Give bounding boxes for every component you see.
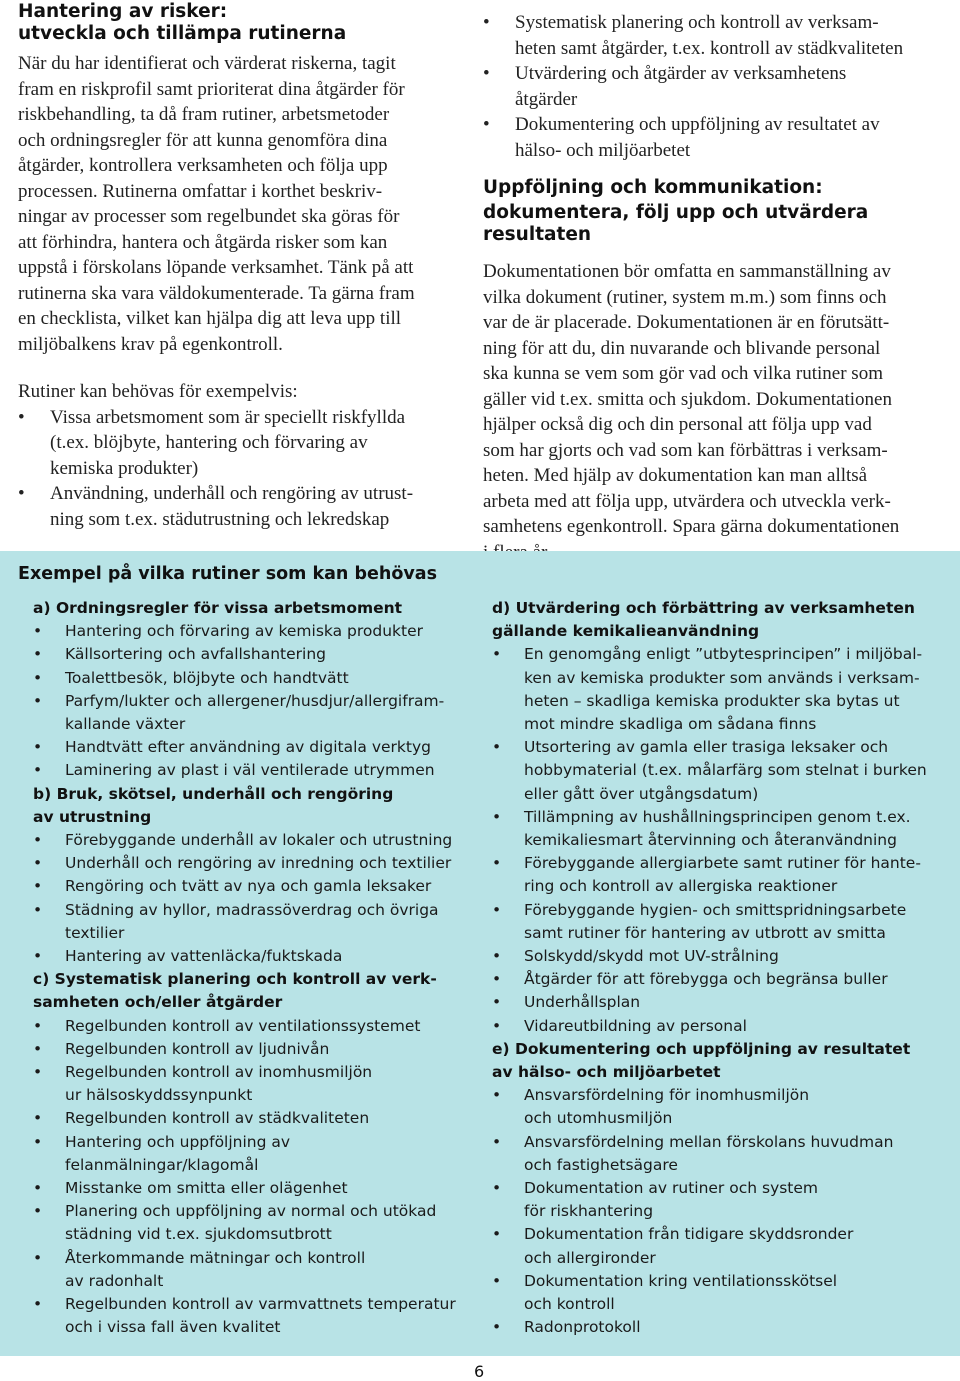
item-line: Toalettbesök, blöjbyte och handtvätt	[65, 668, 349, 687]
list-item	[33, 1107, 463, 1130]
section-heading-follow-up	[483, 177, 945, 246]
list-item	[33, 1131, 463, 1177]
list-item	[492, 1316, 942, 1339]
item-line: heten – skadliga kemiska produkter ska bytas ut	[524, 691, 900, 710]
text-line: gäller vid t.ex. smitta och sjukdom. Dokumentationen	[483, 388, 892, 410]
bullet-icon: •	[492, 854, 502, 873]
bullet-icon: •	[33, 691, 43, 710]
heading-line: gällande kemikalieanvändning	[492, 622, 760, 641]
bullet-icon: •	[33, 1063, 43, 1082]
box-title: Exempel på vilka rutiner som kan behövas	[18, 564, 437, 584]
box-section-heading	[33, 968, 463, 1014]
text-line: miljöbalkens krav på egenkontroll.	[18, 333, 283, 355]
item-line: Förebyggande hygien- och smittspridningsarbete	[524, 900, 907, 919]
item-line: Tillämpning av hushållningsprincipen genom t.ex.	[524, 807, 911, 826]
list-item	[492, 968, 942, 991]
text-line: fram en riskprofil samt prioriterat dina åtgärder för	[18, 78, 405, 100]
list-item	[492, 852, 942, 898]
heading-line: c) Systematisk planering och kontroll av verk-	[33, 970, 437, 989]
bullet-icon: •	[33, 1179, 43, 1198]
list-item	[492, 736, 942, 806]
text-line: rutinerna ska vara väldokumenterade. Ta gärna fram	[18, 282, 415, 304]
item-line: Ansvarsfördelning för inomhusmiljön	[524, 1086, 810, 1105]
item-line: Källsortering och avfallshantering	[65, 645, 326, 664]
item-line: Misstanke om smitta eller olägenhet	[65, 1179, 348, 1198]
list-item	[492, 945, 942, 968]
text-line: arbeta med att följa upp, utvärdera och utveckla verk-	[483, 490, 891, 512]
item-line: Parfym/lukter och allergener/husdjur/allergifram-	[65, 691, 445, 710]
bullet-icon: •	[33, 738, 43, 757]
box-section-heading	[492, 1038, 942, 1084]
item-line: och allergironder	[524, 1248, 656, 1267]
bullet-icon: •	[33, 900, 43, 919]
bullet-icon: •	[33, 1109, 43, 1128]
list-item	[33, 1177, 463, 1200]
item-line: (t.ex. blöjbyte, hantering och förvaring av	[50, 432, 368, 453]
list-item	[483, 10, 945, 61]
bullet-icon: •	[492, 1179, 502, 1198]
text-line: var de är placerade. Dokumentationen är en förutsätt-	[483, 312, 890, 333]
bullet-icon: •	[33, 668, 43, 687]
item-line: ring och kontroll av allergiska reaktioner	[524, 877, 838, 896]
item-line: Regelbunden kontroll av ventilationssystemet	[65, 1016, 421, 1035]
list-item	[33, 1200, 463, 1246]
text-line: uppstå i förskolans löpande verksamhet. Tänk på att	[18, 257, 414, 278]
intro-paragraph	[18, 51, 458, 357]
item-line: Dokumentation från tidigare skyddsronder	[524, 1225, 854, 1244]
bullet-icon: •	[33, 877, 43, 896]
item-line: Planering och uppföljning av normal och utökad	[65, 1202, 437, 1221]
item-line: textilier	[65, 923, 125, 942]
bullet-icon: •	[492, 900, 502, 919]
text-line: åtgärder, kontrollera verksamheten och följa upp	[18, 155, 388, 176]
bullet-icon: •	[492, 970, 502, 989]
text-line: samhetens egenkontroll. Spara gärna dokumentationen	[483, 516, 900, 537]
bullet-icon: •	[33, 1202, 43, 1221]
text-line: hjälper också dig och din personal att följa upp vad	[483, 414, 872, 435]
list-item	[33, 690, 463, 736]
item-line: Regelbunden kontroll av ljudnivån	[65, 1039, 330, 1058]
list-item	[492, 1015, 942, 1038]
item-line: ning som t.ex. städutrustning och lekredskap	[50, 508, 390, 530]
heading-line: b) Bruk, skötsel, underhåll och rengöring	[33, 784, 394, 803]
heading-line: dokumentera, följ upp och utvärdera resultaten	[483, 202, 869, 245]
item-line: och kontroll	[524, 1295, 615, 1314]
list-item	[33, 1015, 463, 1038]
list-item	[492, 991, 942, 1014]
item-line: Regelbunden kontroll av varmvattnets temperatur	[65, 1295, 456, 1314]
text-line: processen. Rutinerna omfattar i korthet beskriv-	[18, 180, 383, 202]
box-section-list	[33, 1015, 463, 1340]
item-line: Solskydd/skydd mot UV-strålning	[524, 947, 779, 966]
item-line: Vidareutbildning av personal	[524, 1016, 747, 1035]
list-item	[492, 643, 942, 736]
list-item	[33, 852, 463, 875]
item-line: Användning, underhåll och rengöring av utrust-	[50, 483, 414, 504]
bullet-icon: •	[492, 1225, 502, 1244]
item-line: Återkommande mätningar och kontroll	[65, 1248, 366, 1267]
bullet-icon: •	[492, 1318, 502, 1337]
text-line: heten. Med hjälp av dokumentation kan man alltså	[483, 465, 868, 486]
bullet-icon: •	[492, 738, 502, 757]
item-line: Hantering och uppföljning av	[65, 1132, 291, 1151]
item-line: Dokumentering och uppföljning av resultatet av	[515, 114, 880, 135]
list-item	[33, 736, 463, 759]
text-line: som har gjorts och vad som kan förbättras i verksam-	[483, 439, 888, 461]
item-line: Underhållsplan	[524, 993, 641, 1012]
bullet-icon: •	[33, 947, 43, 966]
text-line: att förhindra, hantera och åtgärda risker som kan	[18, 231, 388, 253]
heading-line: Uppföljning och kommunikation:	[483, 177, 823, 198]
list-item	[492, 1131, 942, 1177]
item-line: Handtvätt efter användning av digitala verktyg	[65, 738, 431, 757]
item-line: Utvärdering och åtgärder av verksamhetens	[515, 63, 847, 84]
item-line: Regelbunden kontroll av städkvaliteten	[65, 1109, 370, 1128]
list-item	[18, 405, 458, 482]
list-item	[492, 806, 942, 852]
list-item	[33, 1061, 463, 1107]
box-left-column	[33, 597, 463, 1340]
list-item	[492, 1177, 942, 1223]
item-line: kemikaliesmart återvinning och återanvändning	[524, 831, 897, 850]
box-section-heading	[492, 597, 942, 643]
heading-line: av hälso- och miljöarbetet	[492, 1063, 721, 1082]
item-line: mot mindre skadliga om sådana finns	[524, 715, 817, 734]
text-line: vilka dokument (rutiner, system m.m.) som finns och	[483, 286, 887, 308]
item-line: Underhåll och rengöring av inredning och textilier	[65, 854, 452, 873]
box-section-list	[33, 620, 463, 782]
text-line: ning för att du, din nuvarande och blivande personal	[483, 337, 881, 359]
item-line: ken av kemiska produkter som används i verksam-	[524, 668, 920, 687]
continued-list	[483, 10, 945, 163]
item-line: Vissa arbetsmoment som är speciellt riskfyllda	[50, 406, 406, 428]
list-item	[33, 829, 463, 852]
text-line: ska kunna se vem som gör vad och vilka rutiner som	[483, 363, 883, 384]
examples-intro: Rutiner kan behövas för exempelvis:	[18, 381, 298, 402]
examples-box	[0, 551, 960, 1356]
item-line: felanmälningar/klagomål	[65, 1155, 259, 1174]
bullet-icon: •	[492, 993, 502, 1012]
list-item	[33, 620, 463, 643]
box-section-heading	[33, 783, 463, 829]
list-item	[483, 112, 945, 163]
item-line: ur hälsoskyddssynpunkt	[65, 1086, 253, 1105]
item-line: heten samt åtgärder, t.ex. kontroll av städkvaliteten	[515, 37, 904, 59]
left-column	[18, 0, 458, 532]
item-line: och i vissa fall även kvalitet	[65, 1318, 281, 1337]
item-line: Utsortering av gamla eller trasiga leksaker och	[524, 738, 889, 757]
item-line: Hantering av vattenläcka/fuktskada	[65, 947, 343, 966]
bullet-icon: •	[483, 12, 490, 33]
box-section-list	[492, 1084, 942, 1339]
heading-line: a) Ordningsregler för vissa arbetsmoment	[33, 599, 403, 617]
bullet-icon: •	[492, 947, 502, 966]
item-line: Rengöring och tvätt av nya och gamla leksaker	[65, 877, 432, 896]
item-line: kallande växter	[65, 715, 186, 734]
bullet-icon: •	[33, 622, 43, 641]
list-item	[33, 1293, 463, 1339]
list-item	[483, 61, 945, 112]
item-line: Dokumentation kring ventilationsskötsel	[524, 1271, 838, 1290]
text-line: och ordningsregler för att kunna genomföra dina	[18, 129, 388, 151]
bullet-icon: •	[33, 761, 43, 780]
bullet-icon: •	[33, 1016, 43, 1035]
item-line: samt rutiner för hantering av utbrott av smitta	[524, 923, 886, 942]
item-line: och fastighetsägare	[524, 1155, 678, 1174]
list-item	[33, 945, 463, 968]
item-line: eller gått över utgångsdatum)	[524, 784, 759, 803]
item-line: hobbymaterial (t.ex. målarfärg som stelnat i burken	[524, 761, 927, 780]
item-line: Systematisk planering och kontroll av verksam-	[515, 12, 879, 33]
bullet-icon: •	[33, 1295, 43, 1314]
item-line: och utomhusmiljön	[524, 1109, 673, 1128]
list-item	[33, 667, 463, 690]
list-item	[33, 875, 463, 898]
bullet-icon: •	[33, 645, 43, 664]
bullet-icon: •	[483, 63, 490, 84]
bullet-icon: •	[33, 1132, 43, 1151]
bullet-icon: •	[492, 1271, 502, 1290]
heading-line: utveckla och tillämpa rutinerna	[18, 23, 347, 44]
item-line: Dokumentation av rutiner och system	[524, 1179, 819, 1198]
bullet-icon: •	[33, 831, 43, 850]
item-line: Förebyggande underhåll av lokaler och utrustning	[65, 831, 453, 850]
text-line: Dokumentationen bör omfatta en sammanställning av	[483, 261, 891, 282]
item-line: kemiska produkter)	[50, 457, 199, 479]
bullet-icon: •	[33, 1039, 43, 1058]
item-line: Radonprotokoll	[524, 1318, 641, 1337]
list-item	[33, 1247, 463, 1293]
list-item	[492, 1084, 942, 1130]
box-section-list	[492, 643, 942, 1037]
bullet-icon: •	[18, 406, 25, 428]
bullet-icon: •	[33, 1248, 43, 1267]
item-line: En genomgång enligt ”utbytesprincipen” i miljöbal-	[524, 645, 923, 664]
item-line: av radonhalt	[65, 1271, 164, 1290]
item-line: Förebyggande allergiarbete samt rutiner för hante-	[524, 854, 921, 873]
item-line: Hantering och förvaring av kemiska produkter	[65, 622, 424, 641]
section-heading-risk-handling	[18, 1, 458, 45]
item-line: Städning av hyllor, madrassöverdrag och övriga	[65, 900, 439, 919]
page-number: 6	[474, 1362, 485, 1381]
bullet-icon: •	[492, 645, 502, 664]
bullet-icon: •	[33, 854, 43, 873]
routine-examples-list	[18, 405, 458, 533]
text-line: riskbehandling, ta då fram rutiner, arbetsmetoder	[18, 104, 390, 125]
item-line: Åtgärder för att förebygga och begränsa buller	[524, 970, 888, 989]
item-line: för riskhantering	[524, 1202, 654, 1221]
list-item	[18, 481, 458, 532]
heading-line: Hantering av risker:	[18, 1, 228, 22]
bullet-icon: •	[492, 807, 502, 826]
item-line: Ansvarsfördelning mellan förskolans huvudman	[524, 1132, 894, 1151]
list-item	[33, 899, 463, 945]
bullet-icon: •	[18, 483, 25, 504]
item-line: hälso- och miljöarbetet	[515, 139, 691, 161]
heading-line: d) Utvärdering och förbättring av verksamheten	[492, 599, 915, 617]
heading-line: e) Dokumentering och uppföljning av resultatet	[492, 1039, 911, 1058]
item-line: Regelbunden kontroll av inomhusmiljön	[65, 1063, 373, 1082]
list-item	[33, 759, 463, 782]
list-item	[33, 1038, 463, 1061]
text-line: ningar av processer som regelbundet ska göras för	[18, 206, 400, 227]
list-item	[492, 899, 942, 945]
list-item	[492, 1270, 942, 1316]
item-line: städning vid t.ex. sjukdomsutbrott	[65, 1225, 332, 1244]
heading-line: av utrustning	[33, 807, 152, 826]
text-line: en checklista, vilket kan hjälpa dig att leva upp till	[18, 308, 402, 329]
item-line: Laminering av plast i väl ventilerade utrymmen	[65, 761, 435, 780]
item-line: åtgärder	[515, 88, 578, 110]
box-right-column	[492, 597, 942, 1340]
documentation-paragraph	[483, 259, 945, 565]
text-line: När du har identifierat och värderat riskerna, tagit	[18, 53, 396, 74]
bullet-icon: •	[492, 1016, 502, 1035]
box-section-heading	[33, 597, 463, 620]
bullet-icon: •	[492, 1086, 502, 1105]
box-section-list	[33, 829, 463, 968]
list-item	[492, 1223, 942, 1269]
list-item	[33, 643, 463, 666]
bullet-icon: •	[483, 114, 490, 135]
bullet-icon: •	[492, 1132, 502, 1151]
right-column	[483, 10, 945, 565]
heading-line: samheten och/eller åtgärder	[33, 993, 283, 1012]
